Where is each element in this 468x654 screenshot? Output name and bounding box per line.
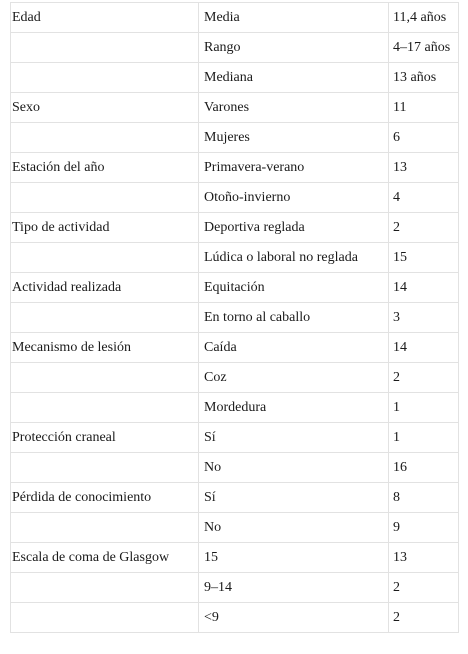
subcategory-cell <box>199 603 389 633</box>
category-cell <box>11 603 199 633</box>
table-row <box>11 393 459 423</box>
category-cell-text: Pérdida de conocimiento <box>12 490 152 505</box>
table-row <box>11 333 459 363</box>
subcategory-cell <box>199 243 389 273</box>
value-cell <box>389 483 459 513</box>
category-cell-text <box>11 123 198 130</box>
table-row <box>11 33 459 63</box>
table-row <box>11 453 459 483</box>
category-cell <box>11 273 199 303</box>
value-cell-text: 2 <box>393 220 400 235</box>
table-row <box>11 483 459 513</box>
subcategory-cell <box>199 423 389 453</box>
value-cell-text: 11,4 años <box>393 10 447 25</box>
table-row <box>11 93 459 123</box>
value-cell-text: 2 <box>393 370 400 385</box>
value-cell <box>389 393 459 423</box>
category-cell-text <box>11 303 198 310</box>
value-cell <box>389 333 459 363</box>
category-cell <box>11 213 199 243</box>
subcategory-cell-text: Lúdica o laboral no reglada <box>204 250 358 265</box>
table-row <box>11 363 459 393</box>
subcategory-cell-text: Sí <box>204 490 216 505</box>
value-cell <box>389 153 459 183</box>
category-cell-text: Estación del año <box>12 160 105 175</box>
subcategory-cell <box>199 363 389 393</box>
category-cell-text <box>11 33 198 40</box>
subcategory-cell <box>199 33 389 63</box>
subcategory-cell-text: Caída <box>204 340 237 355</box>
subcategory-cell <box>199 3 389 33</box>
category-cell <box>11 363 199 393</box>
table-row <box>11 183 459 213</box>
category-cell <box>11 183 199 213</box>
subcategory-cell-text: 15 <box>204 550 218 565</box>
category-cell <box>11 93 199 123</box>
data-table <box>10 2 459 633</box>
value-cell-text: 1 <box>393 430 400 445</box>
subcategory-cell-text: Mediana <box>204 70 253 85</box>
category-cell-text <box>11 363 198 370</box>
category-cell-text: Mecanismo de lesión <box>12 340 131 355</box>
subcategory-cell-text: Media <box>204 10 240 25</box>
table-row <box>11 153 459 183</box>
table-row <box>11 123 459 153</box>
subcategory-cell-text: Sí <box>204 430 216 445</box>
value-cell <box>389 423 459 453</box>
value-cell-text: 8 <box>393 490 400 505</box>
subcategory-cell <box>199 333 389 363</box>
subcategory-cell <box>199 273 389 303</box>
value-cell <box>389 363 459 393</box>
category-cell <box>11 333 199 363</box>
value-cell <box>389 543 459 573</box>
subcategory-cell-text: No <box>204 460 222 475</box>
category-cell <box>11 543 199 573</box>
value-cell-text: 14 <box>393 340 407 355</box>
category-cell-text: Protección craneal <box>12 430 116 445</box>
subcategory-cell <box>199 543 389 573</box>
value-cell <box>389 303 459 333</box>
table-row <box>11 63 459 93</box>
value-cell-text: 16 <box>393 460 407 475</box>
subcategory-cell <box>199 213 389 243</box>
category-cell <box>11 303 199 333</box>
table-row <box>11 273 459 303</box>
value-cell <box>389 573 459 603</box>
category-cell <box>11 153 199 183</box>
category-cell-text <box>11 243 198 250</box>
category-cell-text: Edad <box>12 10 41 25</box>
value-cell-text: 4 <box>393 190 400 205</box>
value-cell-text: 11 <box>393 100 407 115</box>
category-cell <box>11 3 199 33</box>
value-cell-text: 2 <box>393 610 400 625</box>
category-cell <box>11 453 199 483</box>
category-cell-text: Escala de coma de Glasgow <box>12 550 170 565</box>
subcategory-cell <box>199 183 389 213</box>
table-row <box>11 543 459 573</box>
category-cell-text <box>11 513 198 520</box>
subcategory-cell-text: Deportiva reglada <box>204 220 305 235</box>
subcategory-cell-text: En torno al caballo <box>204 310 311 325</box>
category-cell-text <box>11 183 198 190</box>
value-cell-text: 4–17 años <box>393 40 451 55</box>
value-cell-text: 13 <box>393 550 407 565</box>
value-cell <box>389 33 459 63</box>
subcategory-cell <box>199 513 389 543</box>
category-cell-text: Sexo <box>12 100 40 115</box>
category-cell-text <box>11 573 198 580</box>
table-row <box>11 423 459 453</box>
category-cell <box>11 63 199 93</box>
category-cell <box>11 123 199 153</box>
value-cell <box>389 603 459 633</box>
value-cell-text: 13 años <box>393 70 437 85</box>
value-cell <box>389 123 459 153</box>
table-row <box>11 603 459 633</box>
value-cell <box>389 513 459 543</box>
category-cell <box>11 393 199 423</box>
subcategory-cell <box>199 573 389 603</box>
table-row <box>11 243 459 273</box>
value-cell <box>389 63 459 93</box>
subcategory-cell <box>199 63 389 93</box>
category-cell-text <box>11 453 198 460</box>
value-cell <box>389 243 459 273</box>
value-cell-text: 1 <box>393 400 400 415</box>
category-cell <box>11 423 199 453</box>
subcategory-cell <box>199 123 389 153</box>
table-row <box>11 303 459 333</box>
subcategory-cell-text: Rango <box>204 40 241 55</box>
category-cell <box>11 243 199 273</box>
subcategory-cell-text: <9 <box>204 610 219 625</box>
subcategory-cell <box>199 393 389 423</box>
subcategory-cell <box>199 303 389 333</box>
value-cell <box>389 183 459 213</box>
value-cell-text: 6 <box>393 130 400 145</box>
subcategory-cell-text: 9–14 <box>204 580 232 595</box>
category-cell <box>11 573 199 603</box>
value-cell-text: 13 <box>393 160 407 175</box>
table-row <box>11 213 459 243</box>
subcategory-cell-text: Mordedura <box>204 400 267 415</box>
category-cell-text: Actividad realizada <box>12 280 122 295</box>
value-cell-text: 14 <box>393 280 407 295</box>
value-cell-text: 15 <box>393 250 407 265</box>
subcategory-cell-text: Varones <box>204 100 250 115</box>
subcategory-cell-text: Equitación <box>204 280 265 295</box>
subcategory-cell-text: Coz <box>204 370 227 385</box>
value-cell-text: 9 <box>393 520 400 535</box>
category-cell <box>11 33 199 63</box>
table-body <box>11 3 459 633</box>
category-cell-text <box>11 603 198 610</box>
category-cell-text <box>11 63 198 70</box>
subcategory-cell <box>199 483 389 513</box>
category-cell <box>11 483 199 513</box>
value-cell <box>389 93 459 123</box>
value-cell <box>389 453 459 483</box>
table-row <box>11 3 459 33</box>
value-cell-text: 2 <box>393 580 400 595</box>
category-cell <box>11 513 199 543</box>
category-cell-text <box>11 393 198 400</box>
value-cell <box>389 3 459 33</box>
value-cell <box>389 213 459 243</box>
subcategory-cell <box>199 453 389 483</box>
value-cell-text: 3 <box>393 310 400 325</box>
value-cell <box>389 273 459 303</box>
subcategory-cell <box>199 93 389 123</box>
subcategory-cell-text: Primavera-verano <box>204 160 305 175</box>
subcategory-cell <box>199 153 389 183</box>
table-row <box>11 513 459 543</box>
subcategory-cell-text: Otoño-invierno <box>204 190 291 205</box>
category-cell-text: Tipo de actividad <box>12 220 110 235</box>
table-row <box>11 573 459 603</box>
subcategory-cell-text: Mujeres <box>204 130 250 145</box>
subcategory-cell-text: No <box>204 520 222 535</box>
